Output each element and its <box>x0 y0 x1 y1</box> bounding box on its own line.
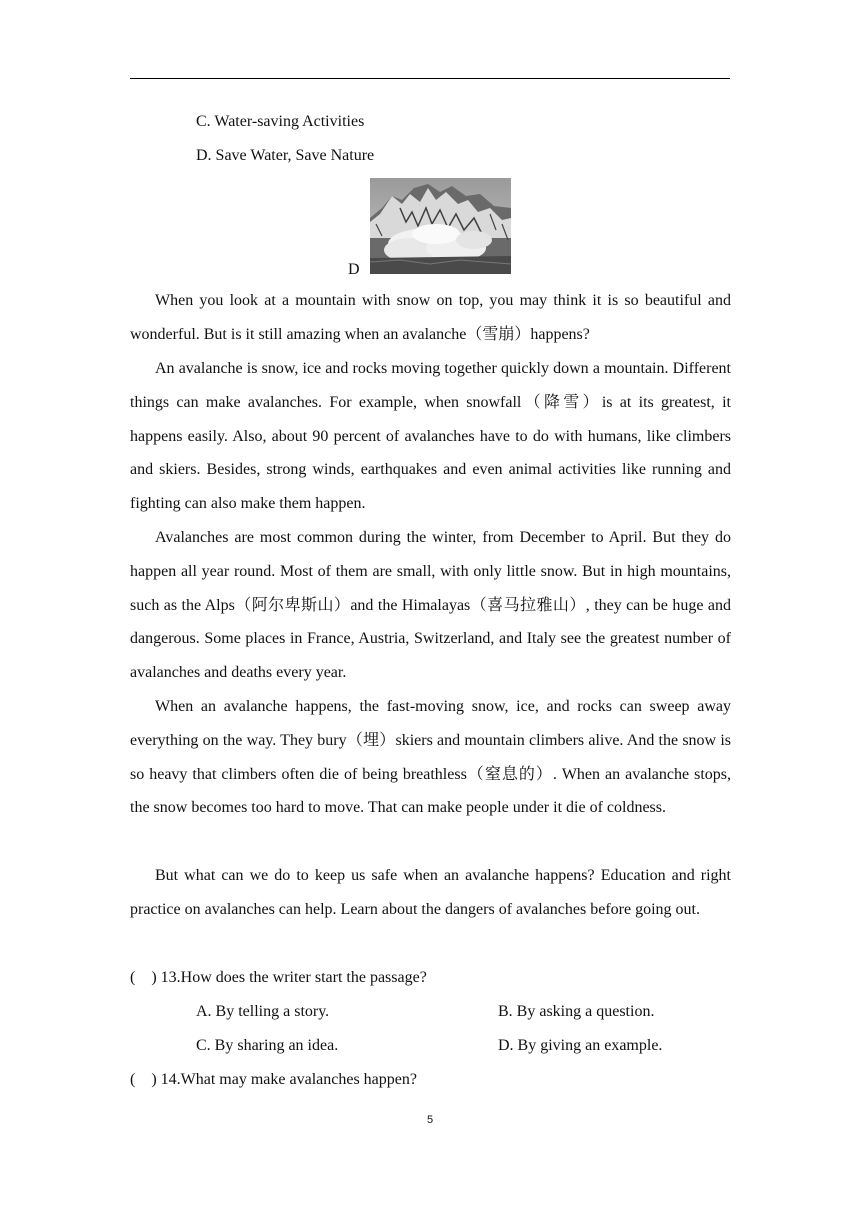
question-14-text: What may make avalanches happen? <box>180 1071 417 1088</box>
passage-paragraph-2: An avalanche is snow, ice and rocks moving together quickly down a mountain. Different things can make avalanches. For example, when snowfall（降雪）is at its greatest, it happens easily. Also, about 90 percent of avalanches have to do with humans, like climbers and skiers. Besides, strong winds, earthquakes and even animal activities like running and fighting can also make them happen. <box>130 360 731 513</box>
q13-option-c: C. By sharing an idea. <box>196 1037 339 1054</box>
passage-paragraph-4: When an avalanche happens, the fast-moving snow, ice, and rocks can sweep away everything on the way. They bury（埋）skiers and mountain climbers alive. And the snow is so heavy that climbers often die of being breathless（窒息的）. When an avalanche stops, the snow becomes too hard to move. That can make people under it die of coldness. <box>130 698 731 817</box>
avalanche-photo <box>370 178 511 274</box>
passage-paragraph-1: When you look at a mountain with snow on top, you may think it is so beautiful and wonderful. But is it still amazing when an avalanche（雪崩）happens? <box>130 292 731 343</box>
q13-option-a: A. By telling a story. <box>196 1003 330 1020</box>
question-13-text: How does the writer start the passage? <box>180 969 427 986</box>
prev-option-c: C. Water-saving Activities <box>196 113 365 130</box>
passage-paragraph-5: But what can we do to keep us safe when an avalanche happens? Education and right practice on avalanches can help. Learn about the dangers of avalanches before going out. <box>130 867 731 918</box>
header-rule <box>130 78 730 79</box>
section-letter: D <box>348 261 360 278</box>
q13-option-d: D. By giving an example. <box>498 1037 663 1054</box>
page-number: 5 <box>426 1114 434 1126</box>
question-13-blank[interactable]: ( ) 13. <box>130 969 181 986</box>
q13-option-b: B. By asking a question. <box>498 1003 655 1020</box>
question-13 <box>130 968 427 988</box>
passage-paragraph-3: Avalanches are most common during the winter, from December to April. But they do happen all year round. Most of them are small, with only little snow. But in high mountains, such as the Alps（阿尔卑斯山）and the Himalayas（喜马拉雅山）, they can be huge and dangerous. Some places in France, Austria, Switzerland, and Italy see the greatest number of avalanches and deaths every year. <box>130 529 731 682</box>
question-14-blank[interactable]: ( ) 14. <box>130 1071 181 1088</box>
prev-option-d: D. Save Water, Save Nature <box>196 147 375 164</box>
question-14 <box>130 1070 417 1090</box>
